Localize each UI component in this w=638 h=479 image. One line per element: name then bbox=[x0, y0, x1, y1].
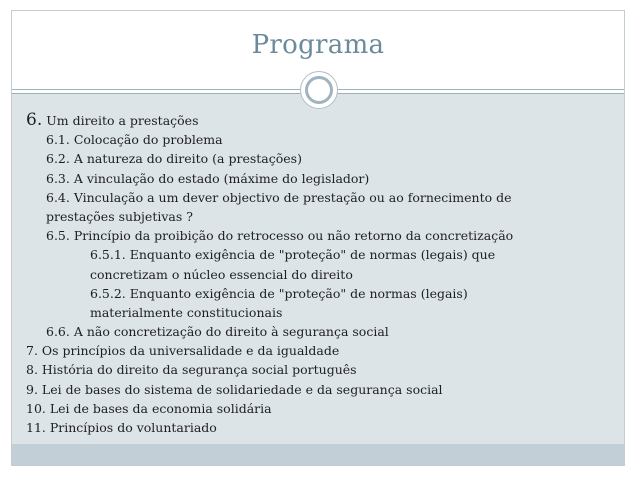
list-item bbox=[26, 111, 513, 130]
decorative-ring-icon bbox=[305, 76, 333, 104]
list-item: 10. Lei de bases da economia solidária bbox=[26, 400, 272, 416]
list-item: concretizam o núcleo essencial do direito bbox=[90, 266, 353, 282]
list-item: 6.3. A vinculação do estado (máxime do legislador) bbox=[46, 170, 370, 186]
list-item: 6.6. A não concretização do direito à segurança social bbox=[46, 324, 389, 340]
list-item: prestações subjetivas ? bbox=[46, 208, 193, 224]
slide-title: Programa bbox=[251, 30, 385, 60]
program-list bbox=[26, 111, 513, 437]
list-item: 6.2. A natureza do direito (a prestações) bbox=[46, 151, 302, 167]
list-item-number: 6. bbox=[26, 110, 43, 130]
list-item: 6.4. Vinculação a um dever objectivo de prestação ou ao fornecimento de bbox=[46, 189, 512, 205]
footer-band bbox=[12, 444, 624, 465]
list-item: 6.5.1. Enquanto exigência de "proteção" de normas (legais) que bbox=[90, 247, 496, 263]
list-item: 6.1. Colocação do problema bbox=[46, 132, 223, 148]
list-item: 9. Lei de bases do sistema de solidariedade e da segurança social bbox=[26, 381, 443, 397]
list-item-text: Um direito a prestações bbox=[42, 113, 199, 128]
list-item: 8. História do direito da segurança social português bbox=[26, 362, 357, 378]
list-item: materialmente constitucionais bbox=[90, 304, 283, 320]
list-item: 6.5. Princípio da proibição do retrocesso ou não retorno da concretização bbox=[46, 228, 514, 244]
list-item: 11. Princípios do voluntariado bbox=[26, 420, 217, 435]
list-item: 7. Os princípios da universalidade e da igualdade bbox=[26, 343, 340, 359]
list-item: 6.5.2. Enquanto exigência de "proteção" de normas (legais) bbox=[90, 285, 468, 301]
